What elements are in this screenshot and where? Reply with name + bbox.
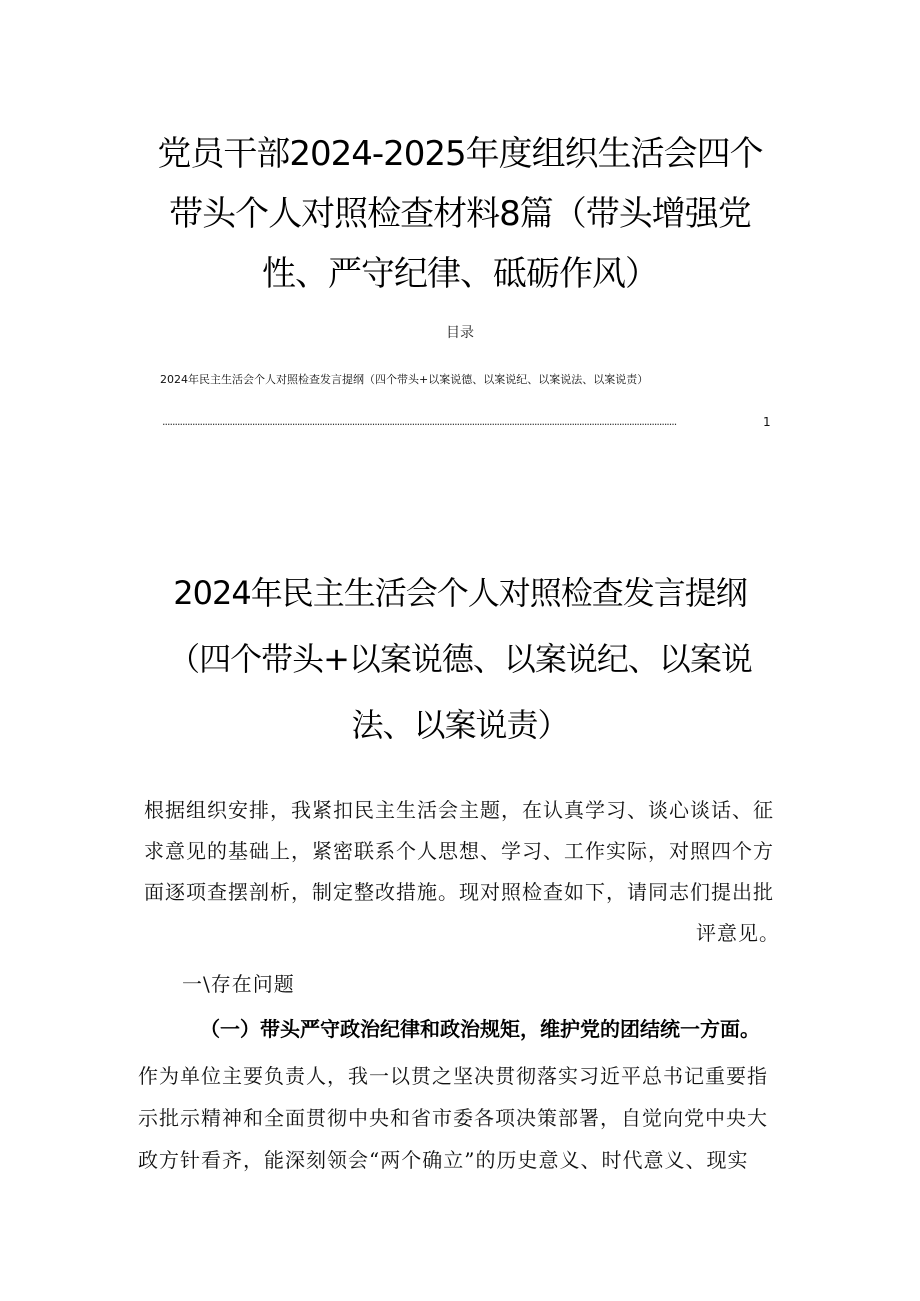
heading-existing-problems: 一\存在问题: [182, 972, 295, 996]
document-title-line: 性、严守纪律、砥砺作风）: [262, 254, 658, 294]
section-title: [140, 560, 780, 758]
toc-heading: 目录: [446, 325, 474, 341]
paragraph-line: 政方针看齐，能深刻领会“两个确立”的历史意义、时代意义、现实: [138, 1148, 749, 1172]
subheading-political-discipline: （一）带头严守政治纪律和政治规矩，维护党的团结统一方面。: [200, 1017, 760, 1041]
toc-entry-link[interactable]: 2024年民主生活会个人对照检查发言提纲（四个带头+以案说德、以案说纪、以案说法、以案说责）: [160, 373, 649, 386]
paragraph-line: 面逐项查摆剖析，制定整改措施。现对照检查如下，请同志们提出批: [144, 880, 774, 904]
body-paragraph: [138, 1055, 808, 1181]
intro-paragraph: [140, 790, 800, 954]
section-title-line: 法、以案说责）: [351, 706, 569, 744]
paragraph-line: 根据组织安排，我紧扣民主生活会主题，在认真学习、谈心谈话、征: [144, 798, 774, 822]
section-title-line: 2024年民主生活会个人对照检查发言提纲: [173, 574, 747, 612]
toc-page-number: 1: [763, 415, 771, 429]
paragraph-line: 评意见。: [696, 921, 780, 945]
paragraph-line: 示批示精神和全面贯彻中央和省市委各项决策部署，自觉向党中央大: [138, 1106, 768, 1130]
paragraph-line: 求意见的基础上，紧密联系个人思想、学习、工作实际，对照四个方: [144, 839, 774, 863]
document-title-line: 党员干部2024-2025年度组织生活会四个: [157, 134, 763, 174]
section-title-line: （四个带头+以案说德、以案说纪、以案说: [168, 640, 752, 678]
paragraph-line: 作为单位主要负责人，我一以贯之坚决贯彻落实习近平总书记重要指: [138, 1064, 768, 1088]
document-title-line: 带头个人对照检查材料8篇（带头增强党: [169, 194, 751, 234]
toc-dot-leader: ..............................................................................................................................................................................................................: [162, 415, 677, 428]
document-title: [140, 124, 780, 304]
